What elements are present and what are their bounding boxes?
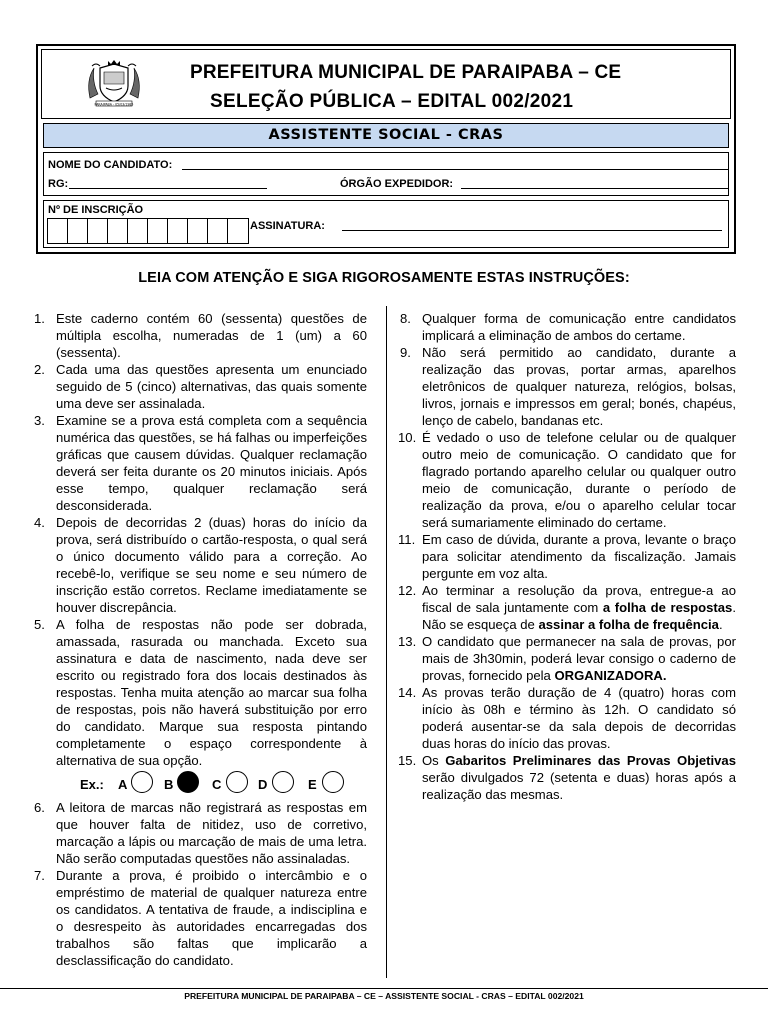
instruction-item: 7. Durante a prova, é proibido o intercâmbio e o empréstimo de material de qualquer natureza entre os candidatos. A tentativa de fraude, a indisciplina e o desrespeito às autoridades encarregadas dos trabalhos são faltas que implicarão a desclassificação do candidato. [34, 868, 367, 968]
instruction-item: 14. As provas terão duração de 4 (quatro) horas com início às 08h e término às 12h. O candidato só poderá ausentar-se da sala depois de decorridas duas horas do início das provas. [398, 685, 736, 751]
registration-number-grid[interactable] [47, 218, 249, 244]
position-banner: ASSISTENTE SOCIAL - CRAS [43, 123, 729, 148]
page-title-line2: SELEÇÃO PÚBLICA – EDITAL 002/2021 [210, 91, 574, 112]
instruction-item: 10. É vedado o uso de telefone celular ou de qualquer outro meio de comunicação. O candidato que for flagrado portando aparelho celular ou qualquer outro meio de comunicação, durante o período de realização da prova, e/ou o aparelho celular tocar será sumariamente eliminado do certame. [398, 430, 736, 530]
candidate-name-field[interactable] [182, 169, 728, 170]
orgao-expedidor-label: ÓRGÃO EXPEDIDOR: [340, 178, 454, 190]
registration-digit-box[interactable] [88, 219, 108, 243]
example-option-d-label: D [258, 777, 268, 792]
example-bubble-c [226, 771, 248, 793]
municipal-coat-of-arms-icon [82, 58, 146, 108]
registration-digit-box[interactable] [208, 219, 228, 243]
registration-digit-box[interactable] [168, 219, 188, 243]
instructions-right-column [400, 310, 736, 803]
registration-box [43, 200, 729, 248]
instruction-item: 6. A leitora de marcas não registrará as respostas em que houver falta de nitidez, uso de corretivo, marcação a lápis ou marcação de mais de uma letra. Não serão computadas questões não assinaladas. [34, 800, 367, 866]
example-bubble-e [322, 771, 344, 793]
instruction-item: 2. Cada uma das questões apresenta um enunciado seguido de 5 (cinco) alternativas, das quais somente uma deve ser assinalada. [34, 362, 367, 411]
header-frame [36, 44, 736, 254]
instruction-item: 5. A folha de respostas não pode ser dobrada, amassada, rasurada ou manchada. Exceto sua assinatura e data de nascimento, nada deve ser escrito ou registrado fora dos locais destinados às respostas. Tenha muita atenção ao marcar sua folha de respostas, pois não haverá substituição por erro do candidato. Marque sua resposta pintando completamente o espaço correspondente à alternativa de sua opção. [34, 617, 367, 768]
candidate-name-label: NOME DO CANDIDATO: [48, 159, 173, 171]
registration-digit-box[interactable] [128, 219, 148, 243]
registration-digit-box[interactable] [228, 219, 248, 243]
registration-number-label: Nº DE INSCRIÇÃO [48, 204, 144, 216]
signature-label: ASSINATURA: [250, 220, 325, 232]
registration-digit-box[interactable] [188, 219, 208, 243]
column-divider [386, 306, 387, 978]
example-label: Ex.: [80, 777, 104, 792]
instruction-item: 11. Em caso de dúvida, durante a prova, levante o braço para solicitar atendimento da fiscalização. Jamais pergunte em voz alta. [398, 532, 736, 581]
registration-digit-box[interactable] [148, 219, 168, 243]
example-option-a-label: A [118, 777, 128, 792]
registration-digit-box[interactable] [68, 219, 88, 243]
instruction-item: 12. Ao terminar a resolução da prova, entregue-a ao fiscal de sala juntamente com a folha de respostas. Não se esqueça de assinar a folha de frequência. [398, 583, 736, 632]
instructions-heading: LEIA COM ATENÇÃO E SIGA RIGOROSAMENTE ESTAS INSTRUÇÕES: [138, 270, 630, 286]
example-bubble-d [272, 771, 294, 793]
orgao-expedidor-field[interactable] [461, 188, 729, 189]
instruction-item: 15. Os Gabaritos Preliminares das Provas Objetivas serão divulgados 72 (setenta e duas) horas após a realização das mesmas. [398, 753, 736, 802]
registration-digit-box[interactable] [48, 219, 68, 243]
page-title-line1: PREFEITURA MUNICIPAL DE PARAIPABA – CE [190, 62, 622, 83]
signature-field[interactable] [342, 230, 722, 231]
instructions-left-column [34, 310, 367, 969]
instruction-item: 13. O candidato que permanecer na sala de provas, por mais de 3h30min, poderá levar consigo o caderno de provas, fornecido pela ORGANIZADORA. [398, 634, 736, 683]
title-box [41, 49, 731, 119]
example-option-e-label: E [308, 777, 317, 792]
instruction-item: 8. Qualquer forma de comunicação entre candidatos implicará a eliminação de ambos do certame. [400, 311, 736, 343]
registration-digit-box[interactable] [108, 219, 128, 243]
instruction-item: 1. Este caderno contém 60 (sessenta) questões de múltipla escolha, numeradas de 1 (um) a 60 (sessenta). [34, 311, 367, 360]
footer-divider [0, 988, 768, 989]
rg-label: RG: [48, 178, 69, 190]
logo-caption: PARAIPABA - 05/03/1985 [94, 102, 134, 107]
instruction-item: 9. Não será permitido ao candidato, durante a realização das provas, portar armas, aparelhos eletrônicos de qualquer natureza, relógios, bolsas, livros, jornais e impressos em geral; bonés, chapéus, lenço de cabelo, bandanas etc. [400, 345, 736, 428]
page-footer: PREFEITURA MUNICIPAL DE PARAIPABA – CE – ASSISTENTE SOCIAL - CRAS – EDITAL 002/2021 [184, 991, 584, 1001]
answer-example [34, 771, 367, 797]
rg-field[interactable] [69, 188, 267, 189]
example-option-c-label: C [212, 777, 222, 792]
instruction-item: 4. Depois de decorridas 2 (duas) horas do início da prova, será distribuído o cartão-resposta, o qual será o único documento válido para a correção. Ao recebê-lo, verifique se seu nome e seu número de inscrição estão corretos. Reclame imediatamente se houver discrepância. [34, 515, 367, 615]
instruction-item: 3. Examine se a prova está completa com a sequência numérica das questões, se há falhas ou imperfeições gráficas que causem dúvidas. Qualquer reclamação deverá ser feita durante os 20 minutos iniciais. Após esse tempo, qualquer reclamação será desconsiderada. [34, 413, 367, 513]
example-option-b-label: B [164, 777, 174, 792]
candidate-info-box [43, 152, 729, 196]
example-bubble-b-filled [177, 771, 199, 793]
example-bubble-a [131, 771, 153, 793]
